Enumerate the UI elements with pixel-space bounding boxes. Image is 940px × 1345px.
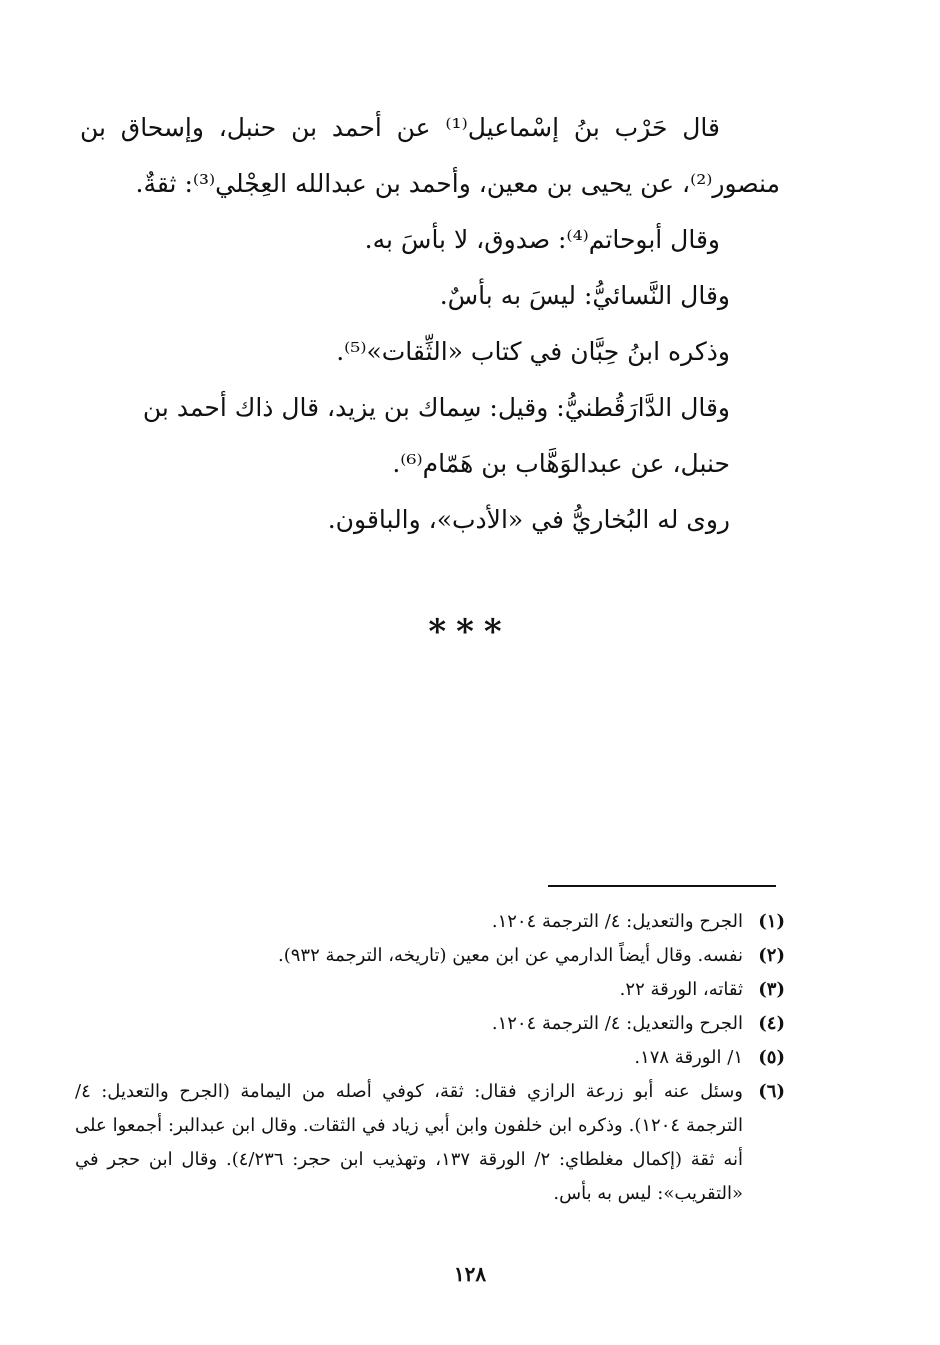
footnotes — [75, 905, 785, 1211]
section-separator: *** — [428, 612, 512, 652]
footnote-item — [75, 973, 785, 1007]
footnote-text: الجرح والتعديل: ٤/ الترجمة ١٢٠٤. — [491, 1013, 743, 1034]
footnote-divider — [548, 885, 776, 887]
footnote-number: (٥) — [758, 1047, 785, 1068]
footnote-item — [75, 1007, 785, 1041]
paragraph-bukhari: روى له البُخاريُّ في «الأدب»، والباقون. — [327, 505, 730, 534]
footnote-item — [75, 1041, 785, 1075]
paragraph-abu-hatim: وقال أبوحاتم⁽⁴⁾: صدوق، لا بأسَ به. — [364, 225, 720, 254]
paragraph-nasai: وقال النَّسائيُّ: ليسَ به بأسٌ. — [439, 281, 730, 310]
footnote-item — [75, 905, 785, 939]
paragraph-ibn-hibban: وذكره ابنُ حِبَّان في كتاب «الثِّقات»⁽⁵⁾. — [336, 337, 730, 366]
footnote-number: (٤) — [758, 1013, 785, 1034]
paragraph-daraqutni: وقال الدَّارَقُطنيُّ: وقيل: سِماك بن يزيد، قال ذاك أحمد بن حنبل، عن عبدالوَهَّاب بن هَمّام⁽⁶⁾. — [142, 393, 730, 478]
page-number: ١٢٨ — [453, 1262, 487, 1286]
footnote-number: (٣) — [758, 979, 785, 1000]
paragraph-harb: قال حَرْب بنُ إسْماعيل⁽¹⁾ عن أحمد بن حنبل، وإسحاق بن منصور⁽²⁾، عن يحيى بن معين، وأحمد بن عبدالله العِجْلي⁽³⁾: ثقةٌ. — [80, 113, 780, 198]
footnote-text: نفسه. وقال أيضاً الدارمي عن ابن معين (تاريخه، الترجمة ٩٣٢). — [278, 945, 743, 966]
main-text — [80, 100, 780, 548]
footnote-number: (١) — [758, 911, 785, 932]
footnote-text: وسئل عنه أبو زرعة الرازي فقال: ثقة، كوفي أصله من اليمامة (الجرح والتعديل: ٤/ الترجمة ١٢٠٤). وذكره ابن خلفون وابن أبي زياد في الثقات. وقال ابن عبدالبر: أجمعوا على أنه ثقة (إكمال مغلطاي: ٢/ الورقة ١٣٧، وتهذيب ابن حجر: ٤/٢٣٦). وقال ابن حجر في «التقريب»: ليس به بأس. — [75, 1081, 743, 1204]
footnote-item — [75, 1075, 785, 1211]
footnote-number: (٢) — [758, 945, 785, 966]
footnote-item — [75, 939, 785, 973]
footnote-text: الجرح والتعديل: ٤/ الترجمة ١٢٠٤. — [491, 911, 743, 932]
footnote-text: ١/ الورقة ١٧٨. — [634, 1047, 743, 1068]
footnote-number: (٦) — [758, 1081, 785, 1102]
footnote-text: ثقاته، الورقة ٢٢. — [619, 979, 743, 1000]
